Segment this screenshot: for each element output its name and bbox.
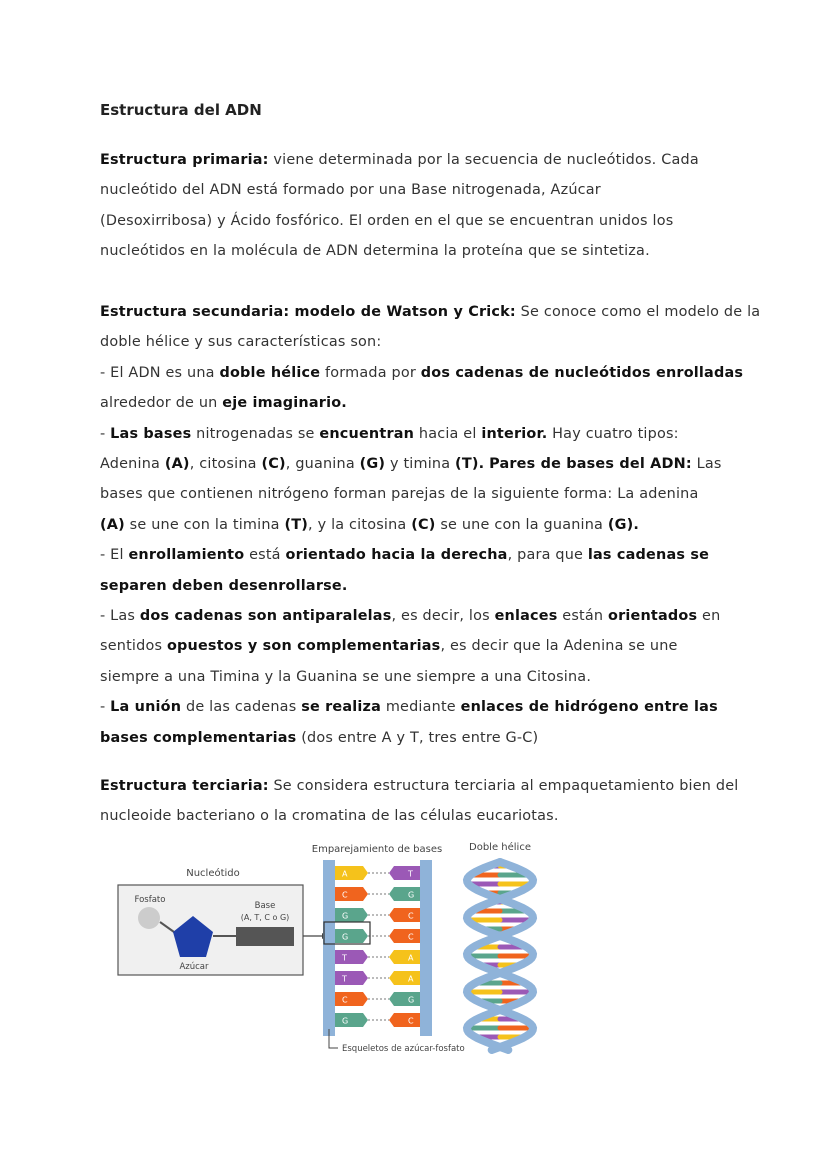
dna-figure-svg — [110, 836, 550, 1058]
pair-left-letter: G — [342, 911, 349, 921]
double-helix — [467, 862, 533, 1050]
secundaria-line-1: Estructura secundaria: modelo de Watson y Crick: Se conoce como el modelo de la — [100, 304, 761, 320]
section-secundaria — [100, 297, 761, 753]
bullet-2-line-2: Adenina (A), citosina (C), guanina (G) y timina (T). Pares de bases del ADN: Las — [100, 456, 722, 473]
secundaria-line-2: doble hélice y sus características son: — [100, 334, 382, 351]
bullet-2-line-4: (A) se une con la timina (T), y la citosina (C) se une con la guanina (G). — [100, 516, 640, 533]
pair-left-base — [335, 971, 368, 985]
pair-right-base — [389, 950, 420, 964]
backbone-left — [323, 860, 335, 1036]
bullet-4-line-2: sentidos opuestos y son complementarias, es decir que la Adenina se une — [100, 638, 678, 655]
pair-right-letter: T — [408, 869, 413, 879]
pair-left-base — [335, 929, 368, 943]
pair-right-letter: A — [408, 974, 414, 984]
pair-left-letter: G — [342, 932, 349, 942]
pair-right-base — [389, 887, 420, 901]
pair-left-base — [335, 1013, 368, 1027]
bullet-4-line-1: - Las dos cadenas son antiparalelas, es decir, los enlaces están orientados en — [100, 608, 721, 625]
document-title: Estructura del ADN — [100, 101, 262, 119]
pair-right-base — [389, 971, 420, 985]
bullet-3-line-1: - El enrollamiento está orientado hacia la derecha, para que las cadenas se — [100, 547, 710, 564]
pair-right-base — [389, 992, 420, 1006]
pair-left-base — [335, 992, 368, 1006]
secundaria-label: Estructura secundaria: modelo de Watson y Crick: — [100, 304, 516, 320]
bullet-1-line-2: alrededor de un eje imaginario. — [100, 395, 347, 412]
section-primaria — [100, 145, 732, 267]
emparejamiento-title: Emparejamiento de bases — [311, 844, 443, 855]
doble-helice-title: Doble hélice — [469, 842, 531, 853]
primaria-label: Estructura primaria: — [100, 152, 269, 168]
pair-right-letter: C — [408, 911, 414, 921]
azucar-label: Azúcar — [179, 962, 209, 972]
bullet-4-line-3: siempre a una Timina y la Guanina se une siempre a una Citosina. — [100, 668, 592, 685]
pair-left-base — [335, 908, 368, 922]
pair-right-letter: C — [408, 1016, 414, 1026]
primaria-line-1: Estructura primaria: viene determinada por la secuencia de nucleótidos. Cada — [100, 152, 699, 168]
dna-figure — [110, 836, 550, 1058]
pair-right-base — [389, 866, 420, 880]
backbone-right — [420, 860, 432, 1036]
esqueletos-label: Esqueletos de azúcar-fosfato — [342, 1044, 465, 1054]
fosfato-circle — [138, 907, 160, 929]
pair-left-letter: T — [342, 953, 347, 963]
bullet-2-line-1: - Las bases nitrogenadas se encuentran hacia el interior. Hay cuatro tipos: — [100, 425, 679, 442]
pair-right-letter: C — [408, 932, 414, 942]
primaria-line-2: nucleótido del ADN está formado por una Base nitrogenada, Azúcar — [100, 182, 601, 199]
fosfato-label: Fosfato — [134, 895, 166, 905]
bullet-2-line-3: bases que contienen nitrógeno forman parejas de la siguiente forma: La adenina — [100, 486, 699, 503]
bullet-5-line-1: - La unión de las cadenas se realiza mediante enlaces de hidrógeno entre las — [100, 699, 718, 716]
primaria-line-4: nucleótidos en la molécula de ADN determina la proteína que se sintetiza. — [100, 243, 650, 260]
base-types-label: (A, T, C o G) — [240, 913, 290, 922]
nucleotido-title: Nucleótido — [186, 868, 240, 879]
section-terciaria — [100, 771, 739, 832]
pair-right-base — [389, 929, 420, 943]
pair-right-base — [389, 908, 420, 922]
pair-left-letter: C — [342, 890, 348, 900]
pair-right-letter: A — [408, 953, 414, 963]
base-bar — [236, 927, 294, 946]
pair-left-base — [335, 887, 368, 901]
pair-left-letter: A — [342, 869, 348, 879]
pair-right-base — [389, 1013, 420, 1027]
pair-right-letter: G — [408, 995, 415, 1005]
pair-right-letter: G — [408, 890, 415, 900]
pair-left-letter: T — [342, 974, 347, 984]
primaria-line-3: (Desoxirribosa) y Ácido fosfórico. El orden en el que se encuentran unidos los — [100, 212, 674, 229]
bullet-1-line-1: - El ADN es una doble hélice formada por dos cadenas de nucleótidos enrolladas — [100, 364, 744, 381]
bullet-3-line-2: separen deben desenrollarse. — [100, 577, 348, 594]
pair-left-base — [335, 950, 368, 964]
base-label: Base — [254, 901, 276, 911]
pair-left-letter: C — [342, 995, 348, 1005]
terciaria-line-2: nucleoide bacteriano o la cromatina de las células eucariotas. — [100, 808, 559, 825]
pair-left-base — [335, 866, 368, 880]
base-pairs — [335, 866, 420, 1027]
terciaria-line-1: Estructura terciaria: Se considera estructura terciaria al empaquetamiento bien del — [100, 778, 739, 794]
bullet-5-line-2: bases complementarias (dos entre A y T, tres entre G-C) — [100, 729, 539, 746]
terciaria-label: Estructura terciaria: — [100, 778, 269, 794]
pair-left-letter: G — [342, 1016, 349, 1026]
